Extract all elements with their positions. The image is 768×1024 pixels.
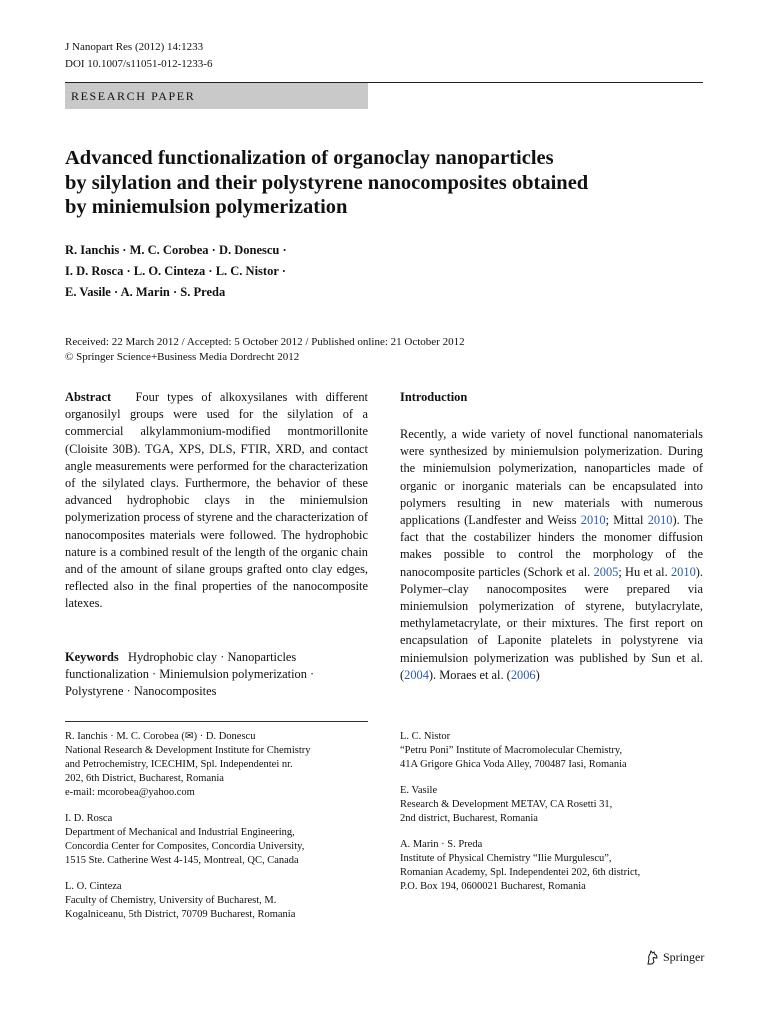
email-link[interactable]: e-mail: mcorobea@yahoo.com [65, 787, 195, 798]
affiliation-line: Institute of Physical Chemistry “Ilie Murgulescu”, [400, 853, 612, 864]
introduction-text [400, 426, 703, 684]
abstract [65, 389, 368, 613]
affiliation-line: E. Vasile [400, 785, 438, 796]
affiliation-line: National Research & Development Institute for Chemistry [65, 745, 311, 756]
author-line: E. Vasile · A. Marin · S. Preda [65, 285, 226, 299]
intro-text-segment: ). Polymer–clay nanocomposites were prepared via miniemulsion polymerization of styrene, butylacrylate, methylametacrylate, or their mixtures. The first report on encapsulation of Laponite platelets in polystyrene via miniemulsion polymerization was published by Sun et al. ( [400, 564, 703, 682]
citation-link[interactable]: 2005 [593, 564, 619, 579]
keywords-label: Keywords [65, 650, 119, 664]
citation-link[interactable]: 2006 [510, 667, 536, 682]
intro-text-segment: ). Moraes et al. ( [428, 667, 511, 682]
affiliations-left [65, 730, 368, 934]
publication-dates [65, 335, 465, 365]
affiliation-line: 1515 Ste. Catherine West 4-145, Montreal, QC, Canada [65, 855, 299, 866]
intro-text-segment: ; Hu et al. [618, 564, 671, 579]
author-line: I. D. Rosca · L. O. Cinteza · L. C. Nistor · [65, 264, 286, 278]
intro-text-segment: ). The fact that the costabilizer hinders the monomer diffusion makes possible to control the morphology of the nanocomposite particles (Schork et al. [400, 513, 703, 579]
affiliation-block [400, 784, 703, 826]
affiliation-rule [65, 721, 368, 722]
citation-link[interactable]: 2010 [670, 564, 696, 579]
intro-text-segment: ) [535, 667, 540, 682]
affiliation-line: L. O. Cinteza [65, 881, 122, 892]
section-tag: RESEARCH PAPER [65, 83, 368, 109]
affiliation-line: and Petrochemistry, ICECHIM, Spl. Independentei nr. [65, 759, 293, 770]
affiliation-line: Concordia Center for Composites, Concordia University, [65, 841, 305, 852]
author-line: R. Ianchis · M. C. Corobea · D. Donescu · [65, 243, 287, 257]
received-accepted-line: Received: 22 March 2012 / Accepted: 5 October 2012 / Published online: 21 October 2012 [65, 336, 465, 348]
affiliation-block [400, 838, 703, 894]
title-line: by miniemulsion polymerization [65, 196, 348, 218]
title-line: Advanced functionalization of organoclay nanoparticles [65, 147, 554, 169]
affiliation-line: 202, 6th District, Bucharest, Romania [65, 773, 224, 784]
affiliation-line: Kogalniceanu, 5th District, 70709 Bucharest, Romania [65, 909, 296, 920]
affiliation-block [65, 880, 368, 922]
affiliation-line: “Petru Poni” Institute of Macromolecular Chemistry, [400, 745, 623, 756]
citation-link[interactable]: 2010 [580, 513, 606, 528]
publisher-logo [645, 950, 704, 965]
springer-horse-icon [645, 950, 659, 965]
journal-citation: J Nanopart Res (2012) 14:1233 [65, 41, 204, 53]
intro-text-segment: Recently, a wide variety of novel functional nanomaterials were synthesized by miniemulsion polymerization. During the miniemulsion polymerization, nanoparticles made of organic or inorganic materials can be encapsulated into polymers resulting in new materials with numerous applications (Landfester and Weiss [400, 427, 703, 528]
abstract-label: Abstract [65, 390, 112, 404]
doi: DOI 10.1007/s11051-012-1233-6 [65, 58, 213, 70]
keywords [65, 649, 368, 701]
intro-text-segment: ; Mittal [605, 513, 648, 528]
author-list [65, 240, 287, 303]
affiliation-line: Romanian Academy, Spl. Independentei 202, 6th district, [400, 867, 641, 878]
keywords-text: Hydrophobic clay · Nanoparticles functionalization · Miniemulsion polymerization · Polystyrene · Nanocomposites [65, 650, 315, 699]
affiliation-line: I. D. Rosca [65, 813, 113, 824]
affiliation-line: L. C. Nistor [400, 731, 451, 742]
affiliation-block [400, 730, 703, 772]
publisher-name: Springer [663, 950, 705, 964]
copyright-line: © Springer Science+Business Media Dordrecht 2012 [65, 351, 300, 363]
affiliation-line: A. Marin · S. Preda [400, 839, 483, 850]
affiliation-line: 2nd district, Bucharest, Romania [400, 813, 538, 824]
citation-link[interactable]: 2004 [404, 667, 429, 682]
affiliation-line: 41A Grigore Ghica Voda Alley, 700487 Iasi, Romania [400, 759, 627, 770]
affiliation-line: R. Ianchis · M. C. Corobea (✉) · D. Donescu [65, 731, 256, 742]
affiliation-line: Department of Mechanical and Industrial Engineering, [65, 827, 295, 838]
affiliation-line: Faculty of Chemistry, University of Bucharest, M. [65, 895, 277, 906]
affiliation-line: Research & Development METAV, CA Rosetti 31, [400, 799, 613, 810]
paper-title [65, 146, 705, 220]
title-line: by silylation and their polystyrene nanocomposites obtained [65, 171, 589, 194]
affiliation-line: P.O. Box 194, 0600021 Bucharest, Romania [400, 881, 586, 892]
affiliation-block [65, 730, 368, 800]
abstract-text: Four types of alkoxysilanes with different organosilyl groups were used for the silylation of a commercial alkylammonium-modified montmorillonite (Cloisite 30B). TGA, XPS, DLS, FTIR, XRD, and contact angle measurements were performed for the characterization of the silylated clays. Furthermore, the behavior of these advanced hydrophobic clays in the miniemulsion polymerization process of styrene and the characterization of nanocomposites materials were followed. The hydrophobic nature is a combined result of the length of the organic chain and of the amount of silane groups grafted onto clay edges, reflected also in the final properties of the nanocomposite latexes. [65, 390, 369, 611]
affiliation-block [65, 812, 368, 868]
citation-link[interactable]: 2010 [647, 513, 673, 528]
introduction-heading: Introduction [400, 390, 468, 404]
affiliations-right [400, 730, 703, 906]
